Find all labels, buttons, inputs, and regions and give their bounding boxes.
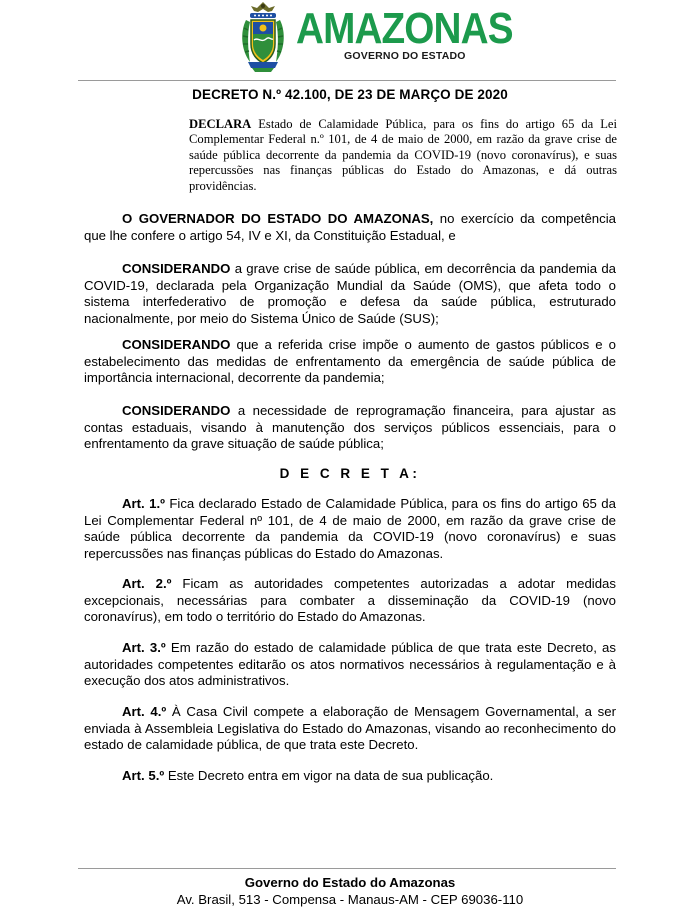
considerando-text: a necessidade de reprogramação financeira, para ajustar as contas estaduais, visando à manutenção dos serviços públicos essenciais, para o enfrentamento da grave situação de saúde pública;: [84, 403, 616, 451]
article-5: [84, 768, 616, 785]
article-4: [84, 704, 616, 754]
considerando-2: [84, 337, 616, 387]
article-text: Este Decreto entra em vigor na data de sua publicação.: [164, 768, 494, 783]
footer-organization: Governo do Estado do Amazonas: [244, 875, 456, 890]
brand-name: AMAZONAS: [296, 4, 513, 53]
preamble-lead: O GOVERNADOR DO ESTADO DO AMAZONAS,: [122, 211, 434, 226]
considerando-1: [84, 261, 616, 327]
article-text: Fica declarado Estado de Calamidade Pública, para os fins do artigo 65 da Lei Complementar Federal nº 101, de 4 de maio de 2000, em razão da grave crise de saúde pública decorrente da pandemia da COVID-19 (novo coronavírus) e suas repercussões nas finanças públicas do Estado do Amazonas.: [84, 496, 616, 561]
article-text: Em razão do estado de calamidade pública de que trata este Decreto, as autoridades competentes editarão os atos normativos necessários à regulamentação e à execução dos atos administrativos.: [84, 640, 616, 688]
article-number: Art. 3.º: [122, 640, 166, 655]
summary-lead: DECLARA: [189, 117, 252, 131]
state-coat-of-arms-icon: [238, 0, 288, 74]
article-1: [84, 496, 616, 562]
decreta-heading: D E C R E T A:: [279, 466, 421, 481]
header-divider: [78, 80, 616, 81]
considerando-lead: CONSIDERANDO: [122, 261, 231, 276]
brand-block: [296, 6, 542, 62]
considerando-text: a grave crise de saúde pública, em decorrência da pandemia da COVID-19, declarada pela Organização Mundial da Saúde (OMS), que afeta todo o sistema interfederativo de promoção e defesa da saúde pública, estruturado nacionalmente, por meio do Sistema Único de Saúde (SUS);: [84, 261, 616, 326]
decree-summary: [189, 117, 617, 194]
article-3: [84, 640, 616, 690]
preamble-text: no exercício da competência que lhe confere o artigo 54, IV e XI, da Constituição Estadual, e: [84, 211, 616, 243]
decree-title: DECRETO N.º 42.100, DE 23 DE MARÇO DE 2020: [192, 87, 508, 102]
article-number: Art. 2.º: [122, 576, 172, 591]
footer-divider: [78, 868, 616, 869]
considerando-lead: CONSIDERANDO: [122, 337, 231, 352]
preamble: [84, 211, 616, 244]
article-2: [84, 576, 616, 626]
article-text: À Casa Civil compete a elaboração de Mensagem Governamental, a ser enviada à Assembleia Legislativa do Estado do Amazonas, visando ao reconhecimento do estado de calamidade pública, de que trata este Decreto.: [84, 704, 616, 752]
article-number: Art. 1.º: [122, 496, 165, 511]
considerando-3: [84, 403, 616, 453]
article-number: Art. 5.º: [122, 768, 165, 783]
brand-subtitle: GOVERNO DO ESTADO: [344, 50, 466, 62]
article-text: Ficam as autoridades competentes autorizadas a adotar medidas excepcionais, necessárias para combater a disseminação da COVID-19 (novo coronavírus), em todo o território do Estado do Amazonas.: [84, 576, 616, 624]
page-header: [0, 0, 700, 78]
footer-address: Av. Brasil, 513 - Compensa - Manaus-AM - CEP 69036-110: [176, 892, 524, 907]
article-number: Art. 4.º: [122, 704, 167, 719]
considerando-text: que a referida crise impõe o aumento de gastos públicos e o estabelecimento das medidas de enfrentamento da emergência de saúde pública de importância internacional, decorrente da pandemia;: [84, 337, 616, 385]
considerando-lead: CONSIDERANDO: [122, 403, 231, 418]
summary-text: Estado de Calamidade Pública, para os fins do artigo 65 da Lei Complementar Federal n.º 101, de 4 de maio de 2000, em razão da grave crise de saúde pública decorrente da pandemia da COVID-19 (novo coronavírus), e suas repercussões nas finanças públicas do Estado do Amazonas, e dá outras providências.: [189, 117, 617, 193]
